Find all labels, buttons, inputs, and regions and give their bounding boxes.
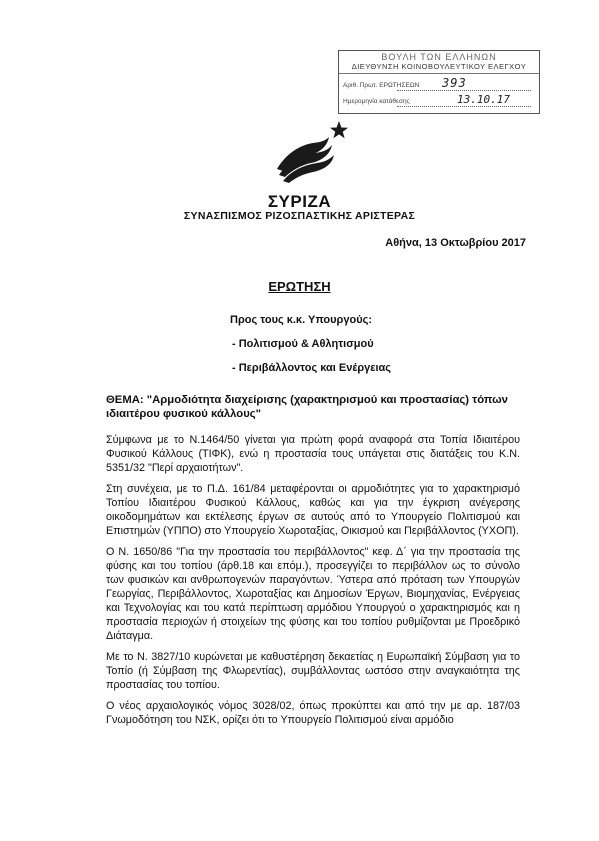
paragraph: Στη συνέχεια, με το Π.Δ. 161/84 μεταφέρονται οι αρμοδιότητες για το χαρακτηρισμό Τοπίου Ιδιαιτέρου Φυσικού Κάλλους, καθώς και για την έγκριση ανέγερσης οικοδομημάτων και εκτέλεσης έργων σε αυτούς από το Υπουργείο Πολιτισμού και Επιστημών (ΥΠΠΟ) στο Υπουργείο Χωροταξίας, Οικισμού και Περιβάλλοντος (ΥΧΟΠ). bbox=[106, 483, 520, 537]
stamp-date-label: Ημερομηνία κατάθεσης bbox=[343, 98, 410, 105]
party-name: ΣΥΡΙΖΑ bbox=[267, 192, 332, 211]
stamp-number-label: Αριθ. Πρωτ. ΕΡΩΤΗΣΕΩΝ bbox=[343, 82, 420, 89]
document-title: ΕΡΩΤΗΣΗ bbox=[268, 279, 331, 294]
paragraph: Με το Ν. 3827/10 κυρώνεται με καθυστέρηση δεκαετίας η Ευρωπαϊκή Σύμβαση για το Τοπίο (ή Σύμβαση της Φλωρεντίας), συμβάλλοντας ωστόσο στην αναγκαιότητα της προστασίας του τοπίου. bbox=[106, 651, 520, 691]
subject-line bbox=[106, 393, 526, 421]
stamp-directorate: ΔΙΕΥΘΥΝΣΗ ΚΟΙΝΟΒΟΥΛΕΥΤΙΚΟΥ ΕΛΕΓΧΟΥ bbox=[339, 62, 539, 74]
subject-label: ΘΕΜΑ: bbox=[106, 394, 144, 406]
registration-stamp bbox=[338, 50, 540, 114]
stamp-number-value: 393 bbox=[442, 76, 467, 90]
recipient-item: - Πολιτισμού & Αθλητισμού bbox=[232, 338, 374, 350]
recipient-item: - Περιβάλλοντος και Ενέργειας bbox=[232, 362, 392, 374]
paragraph: Ο Ν. 1650/86 "Για την προστασία του περιβάλλοντος" κεφ. Δ΄ για την προστασία της φύσης και του τοπίου (άρθ.18 και επόμ.), προσεγγίζει το περιβάλλον ως το σύνολο των φυσικών και ανθρωπογενών παραγόντων. Ύστερα από πρόταση των Υπουργών Γεωργίας, Περιβάλλοντος, Χωροταξίας και Δημοσίων Έργων, Βιομηχανίας, Ενέργειας και Τεχνολογίας και του κατά περίπτωση αρμόδιου Υπουργού ο χαρακτηρισμός και η προστασία περιοχών ή στοιχείων της φύσης και του τοπίου ρυθμίζονται με Προεδρικό Διάταγμα. bbox=[106, 546, 520, 642]
stamp-parliament: ΒΟΥΛΗ ΤΩΝ ΕΛΛΗΝΩΝ bbox=[381, 52, 497, 62]
paragraph: Σύμφωνα με το Ν.1464/50 γίνεται για πρώτη φορά αναφορά στα Τοπία Ιδιαιτέρου Φυσικού Κάλλους (ΤΙΦΚ), ενώ η προστασία τους υπάγεται στις διατάξεις του Κ.Ν. 5351/32 "Περί αρχαιοτήτων". bbox=[106, 434, 520, 474]
stamp-date-line bbox=[397, 106, 531, 107]
flag-star-logo-icon bbox=[255, 117, 355, 197]
party-full-name: ΣΥΝΑΣΠΙΣΜΟΣ ΡΙΖΟΣΠΑΣΤΙΚΗΣ ΑΡΙΣΤΕΡΑΣ bbox=[183, 210, 416, 222]
body-text bbox=[106, 433, 520, 734]
recipients-heading: Προς τους κ.κ. Υπουργούς: bbox=[230, 314, 372, 326]
recipients-block bbox=[232, 308, 391, 380]
stamp-number-line bbox=[397, 90, 531, 91]
date-line: Αθήνα, 13 Οκτωβρίου 2017 bbox=[385, 237, 526, 249]
subject-text: "Αρμοδιότητα διαχείρισης (χαρακτηρισμού και προστασίας) τόπων ιδιαιτέρου φυσικού κάλλους" bbox=[106, 394, 508, 420]
paragraph: Ο νέος αρχαιολογικός νόμος 3028/02, όπως προκύπτει και από την με αρ. 187/03 Γνωμοδότηση του ΝΣΚ, ορίζει ότι το Υπουργείο Πολιτισμού είναι αρμόδιο bbox=[106, 700, 520, 726]
stamp-date-value: 13.10.17 bbox=[457, 93, 510, 106]
logo-star-icon bbox=[330, 121, 348, 138]
